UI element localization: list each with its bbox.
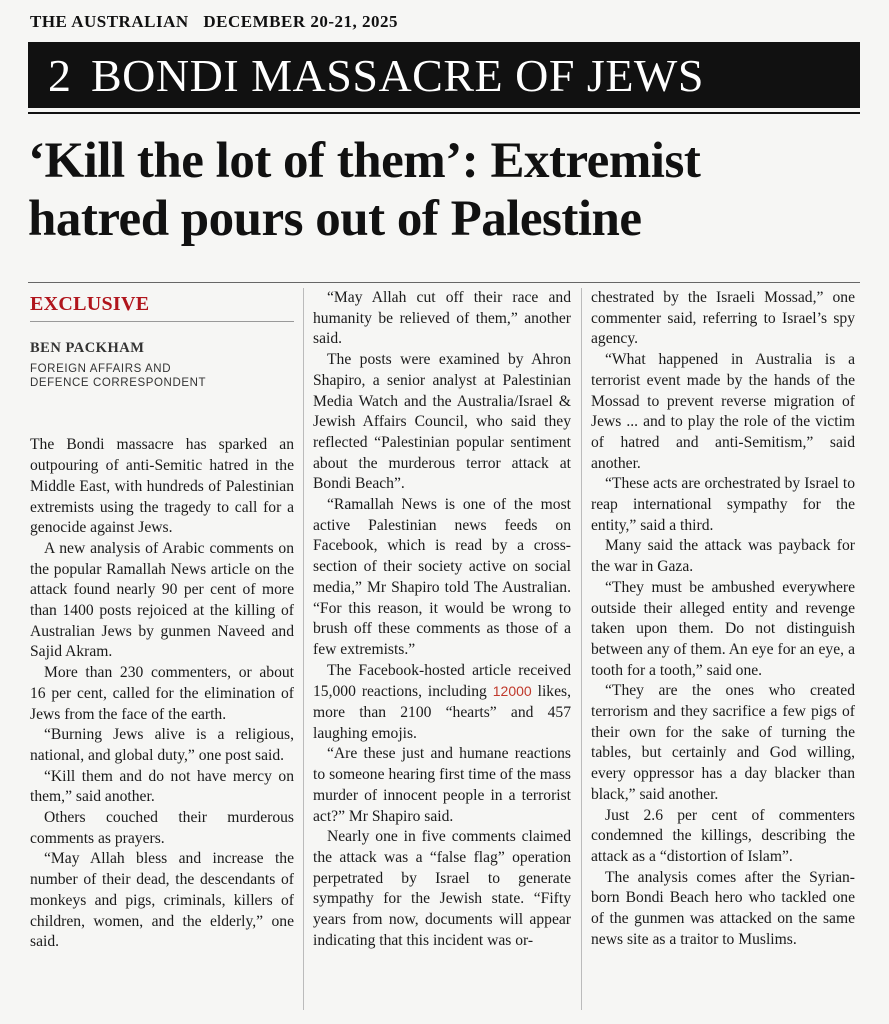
paragraph: “These acts are orchestrated by Israel to reap international sympathy for the entity,” said a third. [591,475,855,534]
paragraph: Many said the attack was payback for the war in Gaza. [591,537,855,576]
masthead [30,12,398,32]
column-divider [303,288,304,1010]
paragraph: “Are these just and humane reactions to someone hearing first time of the mass murder of innocent people in a terrorist act?” Mr Shapiro said. [313,745,571,825]
paragraph: “What happened in Australia is a terrorist event made by the hands of the Mossad to prevent reverse migration of Jews ... and to play the role of the victim of hatred and anti-Semitism,” said another. [591,351,855,472]
paragraph: chestrated by the Israeli Mossad,” one commenter said, referring to Israel’s spy agency. [591,289,855,348]
column-3 [591,288,855,951]
exclusive-tag: EXCLUSIVE [30,293,150,315]
headline-line-1: ‘Kill the lot of them’: Extremist [28,133,701,189]
edition-date: DECEMBER 20-21, 2025 [203,12,399,31]
paragraph: More than 230 commenters, or about 16 per cent, called for the elimination of Jews from the face of the earth. [30,664,294,723]
top-divider [28,112,860,114]
paragraph: The Bondi massacre has sparked an outpouring of anti-Semitic hatred in the Middle East, with hundreds of Palestinian extremists using the tragedy to call for a genocide against Jews. [30,436,294,537]
paragraph: “They are the ones who created terrorism and they sacrifice a few pigs of their own for the sake of turning the tables, but certainly and God willing, every oppressor has a day blacker than black,” said another. [591,682,855,803]
headline [28,132,860,248]
paragraph: “Ramallah News is one of the most active Palestinian news feeds on Facebook, which is read by a cross-section of their society active on social media,” Mr Shapiro told The Australian. “For this reason, it would be wrong to brush off these comments as those of a few extremists.” [313,496,571,658]
tag-divider [30,321,294,322]
author-role-line: FOREIGN AFFAIRS AND [30,363,172,376]
page-number: 2 [48,49,71,101]
paragraph: The analysis comes after the Syrian-born Bondi Beach hero who tackled one of the gunmen was attacked on the same news site as a traitor to Muslims. [591,868,855,948]
paragraph [313,661,571,745]
column-1 [30,288,294,953]
paragraph: “May Allah bless and increase the number of their dead, the descendants of monkeys and pigs, criminals, killers of children, women, and the elderly,” one said. [30,850,294,951]
paragraph: Nearly one in five comments claimed the attack was a “false flag” operation perpetrated by Israel to generate sympathy for the Jewish state. “Fifty years from now, documents will appear indicating that this incident was or- [313,828,571,949]
paragraph: Just 2.6 per cent of commenters condemned the killings, describing the attack as a “distortion of Islam”. [591,806,855,865]
paragraph: “Kill them and do not have mercy on them,” said another. [30,767,294,806]
author-role-line: DEFENCE CORRESPONDENT [30,377,207,390]
paper-name: THE AUSTRALIAN [30,12,189,31]
paragraph: “Burning Jews alive is a religious, national, and global duty,” one post said. [30,726,294,764]
paragraph: The posts were examined by Ahron Shapiro, a senior analyst at Palestinian Media Watch and the Australia/Israel & Jewish Affairs Council, who said they reflected “Palestinian popular sentiment about the murderous terror attack at Bondi Beach”. [313,351,571,493]
column-divider [581,288,582,1010]
section-banner [28,42,860,108]
paragraph-text: likes, more than 2100 “hearts” and 457 laughing emojis. [313,683,571,742]
section-title: BONDI MASSACRE OF JEWS [91,49,704,101]
author-name: BEN PACKHAM [30,339,145,356]
paragraph: “May Allah cut off their race and humanity be relieved of them,” another said. [313,289,571,348]
paragraph-text: The Facebook-hosted article received 15,000 reactions, including [313,661,571,701]
headline-line-2: hatred pours out of Palestine [28,191,642,247]
paragraph: “They must be ambushed everywhere outside their alleged entity and revenge taken upon them. Do not distinguish between any of them. An eye for an eye, a tooth for a tooth,” said one. [591,578,855,679]
paragraph: A new analysis of Arabic comments on the popular Ramallah News article on the attack found nearly 90 per cent of more than 1400 posts rejoiced at the killing of Australian Jews by gunmen Naveed and Sajid Akram. [30,539,294,661]
column-2 [313,288,571,952]
highlighted-number: 12000 [492,683,532,700]
headline-divider [28,282,860,283]
author-role [30,362,294,390]
paragraph: Others couched their murderous comments as prayers. [30,809,294,847]
